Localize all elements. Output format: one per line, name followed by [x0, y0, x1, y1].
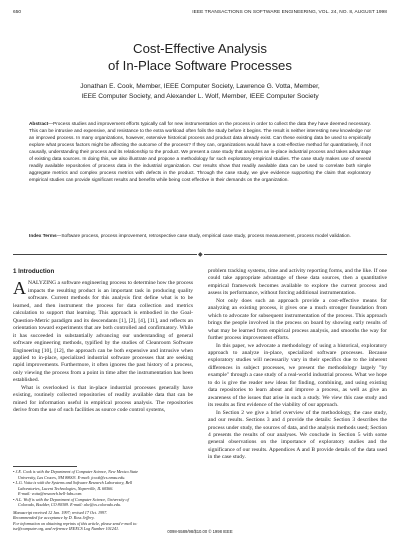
footnotes — [13, 469, 193, 532]
body-paragraph-2: Not only does such an approach provide a cost-effective means for analyzing an existing process, it gives one a much stronger foundation from which to advocate for subsequent instrumentation of the process. This approach brings the people involved in the process on board by showing early results of what may be learned from empirical process analysis, and smooths the way for further process improvement efforts. — [208, 297, 387, 342]
journal-header: IEEE TRANSACTIONS ON SOFTWARE ENGINEERING, VOL. 24, NO. 8, AUGUST 1998 — [192, 10, 387, 15]
page-number: 650 — [13, 10, 22, 15]
left-column — [13, 268, 193, 415]
index-terms-label: Index Terms — [29, 234, 57, 239]
body-paragraph-3: In this paper, we advocate a methodology of using a historical, exploratory approach to analyze in-place, specialized software processes. Because exploratory studies will necessarily vary in their specifics due to the inherent differences in subject processes, we present the methodology largely "by example" through a case study of a real-world industrial process. What we hope to do is give the reader new ideas for finding, combining, and using existing data repositories to learn about and improve a process, as well as give an awareness of the issues that arise in such a study. We view this case study and its results as first evidence of the viability of our approach. — [208, 342, 387, 409]
title-line-2: of In-Place Software Processes — [108, 58, 292, 73]
intro-paragraph-2: What is overlooked is that in-place industrial processes generally have existing, routinely collected repositories of readily available data that can be mined for information useful in empirical process analysis. The repositories derive from the use of such facilities as source code control systems, — [13, 384, 193, 414]
authors-line-1: Jonathan E. Cook, Member, IEEE Computer Society, Lawrence G. Votta, Member, — [80, 83, 320, 90]
log-number: tse@computer.org, and reference IEEECS Log Number 101241. — [13, 526, 120, 531]
paper-title — [0, 40, 400, 74]
footnote-votta-2: Laboratories, Lucent Technologies, Naperville, IL 60566. — [18, 485, 114, 491]
divider-diamond-icon: ◆ — [198, 252, 203, 258]
title-line-1: Cost-Effective Analysis — [133, 41, 267, 56]
footnote-votta-1: • L.G. Votta is with the Systems and Software Research Laboratory, Bell — [13, 480, 133, 485]
intro-paragraph-1-text: NALYZING a software engineering process to determine how the process impacts the resulting product is an important task in producing quality software. Current methods for this analysis first define what is to be learned, and then instrument the process for data collection and metrics calculation to support that learning. This approach is embodied in the Goal-Question-Metric paradigm and its descendants [1], [2], [4], [11], and reflects an orientation toward experiments that are both controlled and confirmatory. While it has succeeded in substantially advancing our understanding of general software engineering methods, typified by the studies of Cleanroom Software Engineering [10], [12], the approach can be both expensive and intrusive when applied to in-place, specialized industrial software processes that are seeking rapid improvements. Furthermore, it often ignores the past history of a process, only viewing the process from a point in time after the instrumentation has been established. — [13, 280, 193, 384]
manuscript-received: Manuscript received 12 Jan. 1997; revised 17 Oct. 1997. — [13, 509, 108, 515]
body-paragraph-1: problem tracking systems, time and activity reporting forms, and the like. If one could take appropriate advantage of these data sources, then a quantitative empirical framework becomes available to explore the current process and assess its performance, without forcing additional instrumentation. — [208, 268, 387, 297]
footnote-cook-1: • J.E. Cook is with the Department of Computer Science, New Mexico State — [13, 469, 139, 474]
recommended-by: Recommended for acceptance by D. Ross Jeffery. — [13, 515, 95, 520]
drop-cap: A — [13, 278, 26, 299]
author-list — [20, 82, 380, 103]
footnote-rule — [13, 466, 77, 467]
right-column — [208, 268, 387, 462]
index-terms-text: —Software process, process improvement, retrospective case study, empirical case study, process measurement, process model validation. — [56, 234, 351, 239]
authors-line-2: IEEE Computer Society, and Alexander L. Wolf, Member, IEEE Computer Society — [81, 93, 319, 101]
abstract-text: —Process studies and improvement efforts typically call for new instrumentation on the process in order to collect the data they have deemed necessary. This can be intrusive and expensive, and resistance to the extra workload often foils the study before it begins. The result is neither interesting new knowledge nor an improved process. In many organizations, however, extensive historical process and product data already exist. Can these existing data be used to empirically explore what process factors might be affecting the outcome of the process? If they can, organizations would have a cost-effective method for quantitatively, if not causally, understanding their process and its relationship to the product. We present a case study that analyzes an in-place industrial process and takes advantage of existing data sources. In doing this, we also illustrate and propose a methodology for such exploratory empirical studies. The case study makes use of several readily available repositories of process data in the industrial organization. Our results show that readily available data can be used to correlate both simple aggregate metrics and complex process metrics with defects in the product. Through the case study, we give evidence supporting the claim that exploratory empirical studies can provide significant results and benefits while being cost effective in their demands on the organization. — [29, 122, 371, 183]
running-header — [13, 10, 387, 20]
footnote-wolf-1: • A.L. Wolf is with the Department of Computer Science, University of — [13, 496, 129, 502]
footnote-wolf-2: Colorado, Boulder, CO 80309. E-mail: alw@cs.colorado.edu. — [18, 502, 122, 507]
section-heading: 1 Introduction — [13, 268, 55, 275]
footnote-votta-3: E-mail: votta@research.bell-labs.com. — [18, 491, 83, 496]
reprint-info: For information on obtaining reprints of this article, please send e-mail to: — [13, 520, 138, 526]
body-paragraph-4: In Section 2 we give a brief overview of the methodology, the case study, and our results. Sections 3 and 4 provide the details: Section 3 describes the process under study, the sources of data, and the analysis methods used; Section 4 presents the results of our analyses. We conclude in Section 5 with some general observations on the importance of exploratory studies and the significance of our results. Appendices A and B provide details of the data used in the case study. — [208, 409, 387, 461]
index-terms — [29, 234, 371, 241]
copyright-footer: 0098-5589/98/$10.00 © 1998 IEEE — [167, 529, 233, 534]
abstract — [29, 122, 371, 185]
abstract-label: Abstract — [29, 122, 49, 127]
footnote-cook-2: University, Las Cruces, NM 88003. E-mail: jcook@cs.nmsu.edu. — [18, 474, 126, 480]
intro-paragraph-1 — [13, 280, 193, 384]
